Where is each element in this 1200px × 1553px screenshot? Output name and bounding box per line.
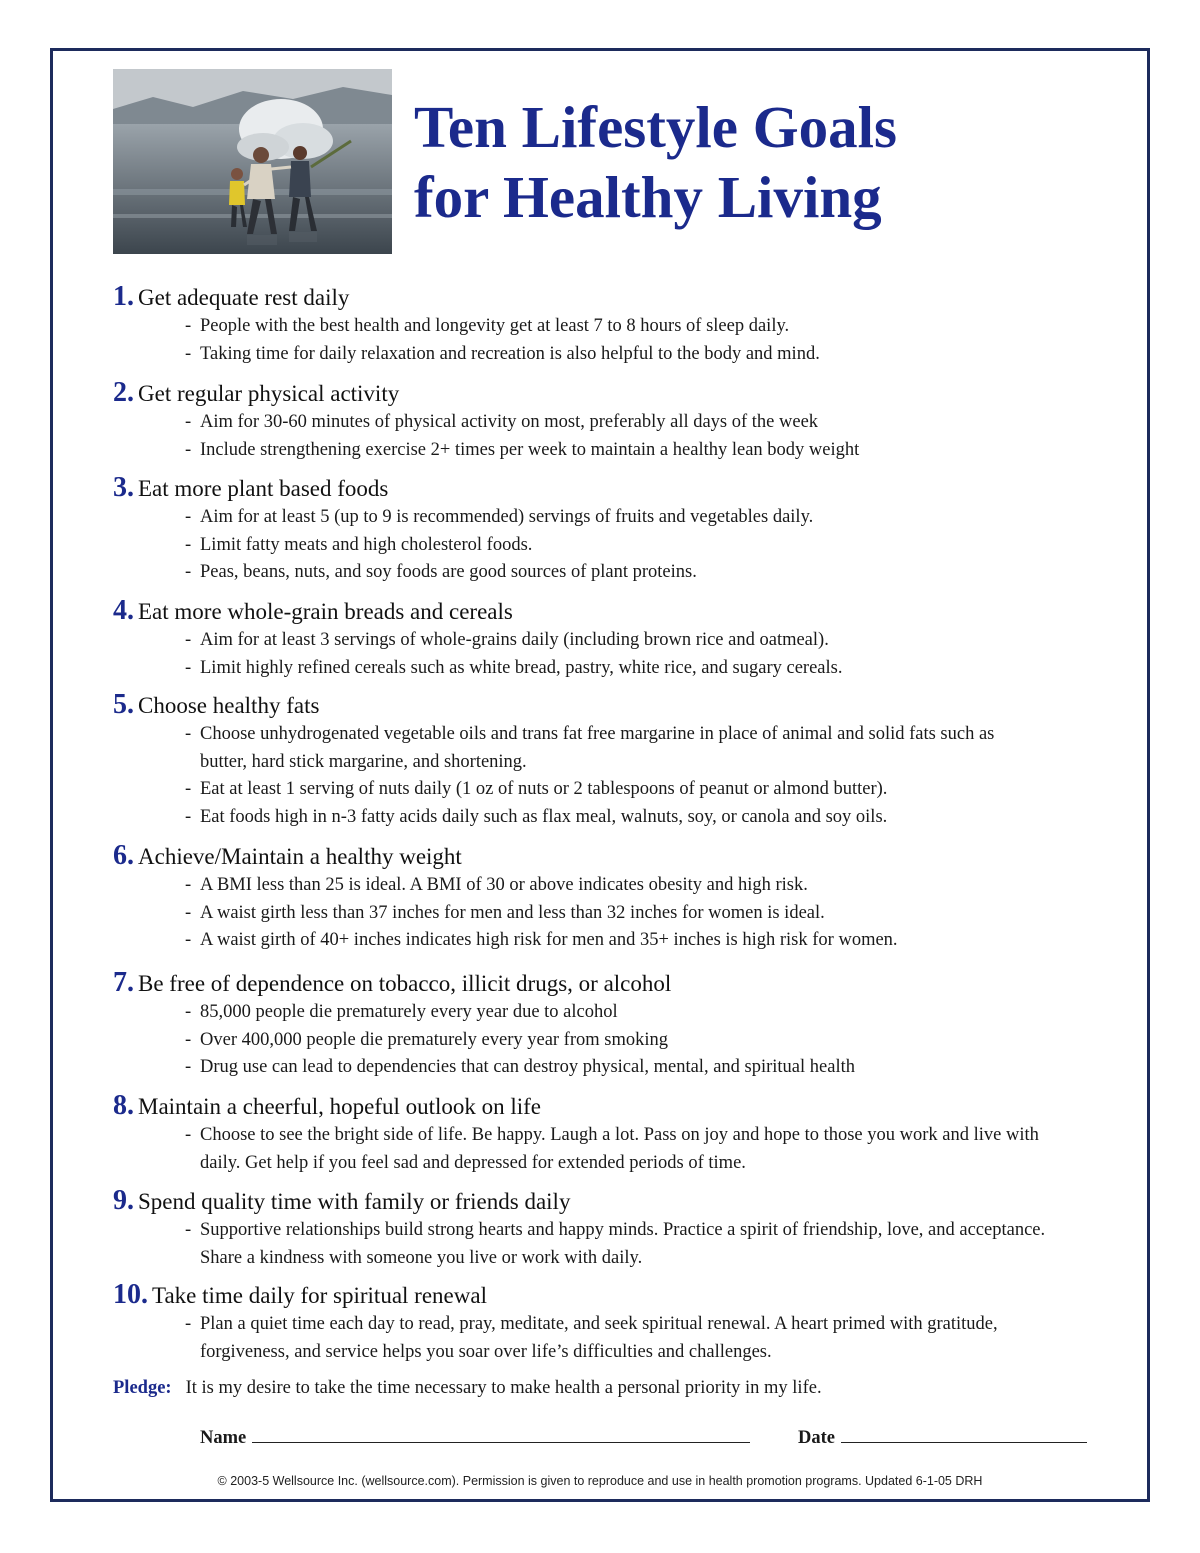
beach-family-photo [113, 69, 392, 254]
goal-bullets [113, 1217, 1093, 1272]
goal-item [113, 473, 1093, 587]
goal-heading [113, 841, 1093, 872]
goal-bullet: - A BMI less than 25 is ideal. A BMI of 30 or above indicates obesity and high risk. [185, 875, 808, 895]
goal-bullet: - Choose unhydrogenated vegetable oils and trans fat free margarine in place of animal and solid fats such as butter, hard stick margarine, and shortening. [185, 724, 995, 772]
goal-heading-text: Get regular physical activity [138, 381, 400, 406]
goal-bullet: - A waist girth of 40+ inches indicates high risk for men and 35+ inches is high risk for women. [185, 930, 898, 950]
goal-item [113, 841, 1093, 955]
goal-heading-text: Eat more whole-grain breads and cereals [138, 599, 513, 624]
page-title [414, 92, 1134, 232]
goal-bullet: - Supportive relationships build strong hearts and happy minds. Practice a spirit of friendship, love, and acceptance. Share a kindness with someone you live or work with daily. [185, 1220, 1046, 1268]
title-line-2: for Healthy Living [414, 164, 882, 230]
goal-bullet: - Limit fatty meats and high cholesterol foods. [185, 534, 533, 555]
pledge-text: It is my desire to take the time necessary to make health a personal priority in my life. [185, 1378, 822, 1398]
goal-item [113, 690, 1093, 831]
goal-bullets [113, 313, 1093, 368]
goal-bullet: - Eat at least 1 serving of nuts daily (1 oz of nuts or 2 tablespoons of peanut or almond butter). [185, 779, 888, 799]
goal-bullets [113, 627, 1093, 682]
goal-number: 7. [113, 967, 134, 998]
goal-item [113, 378, 1093, 464]
goal-heading [113, 1091, 1093, 1122]
goal-bullets [113, 721, 1093, 831]
goal-bullet: - Aim for at least 3 servings of whole-grains daily (including brown rice and oatmeal). [185, 630, 829, 650]
goal-bullet: - People with the best health and longevity get at least 7 to 8 hours of sleep daily. [185, 316, 790, 336]
goal-heading-text: Be free of dependence on tobacco, illicit drugs, or alcohol [138, 971, 672, 996]
date-label: Date [798, 1428, 835, 1448]
date-signature [798, 1428, 1087, 1449]
goal-bullet: - Drug use can lead to dependencies that can destroy physical, mental, and spiritual health [185, 1057, 855, 1077]
goal-heading [113, 282, 1093, 313]
goal-heading [113, 968, 1093, 999]
goal-number: 5. [113, 689, 134, 720]
name-signature [200, 1428, 750, 1449]
pledge-label: Pledge: [113, 1378, 172, 1398]
goal-number: 9. [113, 1185, 134, 1216]
name-label: Name [200, 1428, 247, 1448]
goal-item [113, 968, 1093, 1082]
goal-bullets [113, 504, 1093, 587]
goal-heading [113, 1186, 1093, 1217]
goal-number: 3. [113, 472, 134, 503]
goal-heading [113, 690, 1093, 721]
goal-heading-text: Get adequate rest daily [138, 285, 350, 310]
goal-bullet: - Choose to see the bright side of life. Be happy. Laugh a lot. Pass on joy and hope to those you work and live with daily. Get help if you feel sad and depressed for extended periods of time. [185, 1125, 1039, 1173]
goal-number: 4. [113, 595, 134, 626]
goal-number: 2. [113, 377, 134, 408]
goal-bullet: - Taking time for daily relaxation and recreation is also helpful to the body and mind. [185, 343, 820, 364]
goal-number: 8. [113, 1090, 134, 1121]
goal-heading-text: Achieve/Maintain a healthy weight [138, 844, 462, 869]
goal-bullet: - Plan a quiet time each day to read, pray, meditate, and seek spiritual renewal. A heart primed with gratitude, forgiveness, and service helps you soar over life’s difficulties and challenges. [185, 1314, 998, 1362]
goal-heading-text: Maintain a cheerful, hopeful outlook on life [138, 1094, 542, 1119]
name-input-line[interactable] [252, 1428, 750, 1443]
goal-number: 6. [113, 840, 134, 871]
goal-item [113, 596, 1093, 682]
goal-bullets [113, 1311, 1093, 1366]
goal-heading-text: Spend quality time with family or friends daily [138, 1189, 571, 1214]
goal-bullet: - A waist girth less than 37 inches for men and less than 32 inches for women is ideal. [185, 902, 825, 923]
goal-heading-text: Take time daily for spiritual renewal [152, 1283, 487, 1308]
goal-bullets [113, 999, 1093, 1082]
goal-heading [113, 596, 1093, 627]
goal-bullet: - Aim for 30-60 minutes of physical activity on most, preferably all days of the week [185, 412, 819, 432]
goal-heading [113, 378, 1093, 409]
goal-bullet: - Eat foods high in n-3 fatty acids daily such as flax meal, walnuts, soy, or canola and soy oils. [185, 806, 888, 827]
goal-heading [113, 473, 1093, 504]
goal-bullet: - Over 400,000 people die prematurely every year from smoking [185, 1029, 669, 1050]
goal-item [113, 1091, 1093, 1177]
goal-number: 10. [113, 1279, 148, 1310]
title-line-1: Ten Lifestyle Goals [414, 94, 897, 160]
goal-heading [113, 1280, 1093, 1311]
date-input-line[interactable] [841, 1428, 1087, 1443]
pledge [113, 1378, 822, 1399]
goal-bullets [113, 872, 1093, 955]
goal-item [113, 1186, 1093, 1272]
goal-heading-text: Eat more plant based foods [138, 476, 389, 501]
goal-heading-text: Choose healthy fats [138, 693, 320, 718]
goal-bullet: - Aim for at least 5 (up to 9 is recommended) servings of fruits and vegetables daily. [185, 507, 814, 527]
goal-bullet: - 85,000 people die prematurely every year due to alcohol [185, 1002, 618, 1022]
goal-bullets [113, 409, 1093, 464]
copyright-footer: © 2003-5 Wellsource Inc. (wellsource.com). Permission is given to reproduce and use in health promotion programs. Updated 6-1-05 DRH [217, 1474, 983, 1488]
goal-bullets [113, 1122, 1093, 1177]
goal-item [113, 1280, 1093, 1366]
goal-bullet: - Include strengthening exercise 2+ times per week to maintain a healthy lean body weight [185, 439, 860, 460]
goal-item [113, 282, 1093, 368]
goal-bullet: - Peas, beans, nuts, and soy foods are good sources of plant proteins. [185, 562, 697, 582]
goal-bullet: - Limit highly refined cereals such as white bread, pastry, white rice, and sugary cereals. [185, 657, 843, 678]
goal-number: 1. [113, 281, 134, 312]
